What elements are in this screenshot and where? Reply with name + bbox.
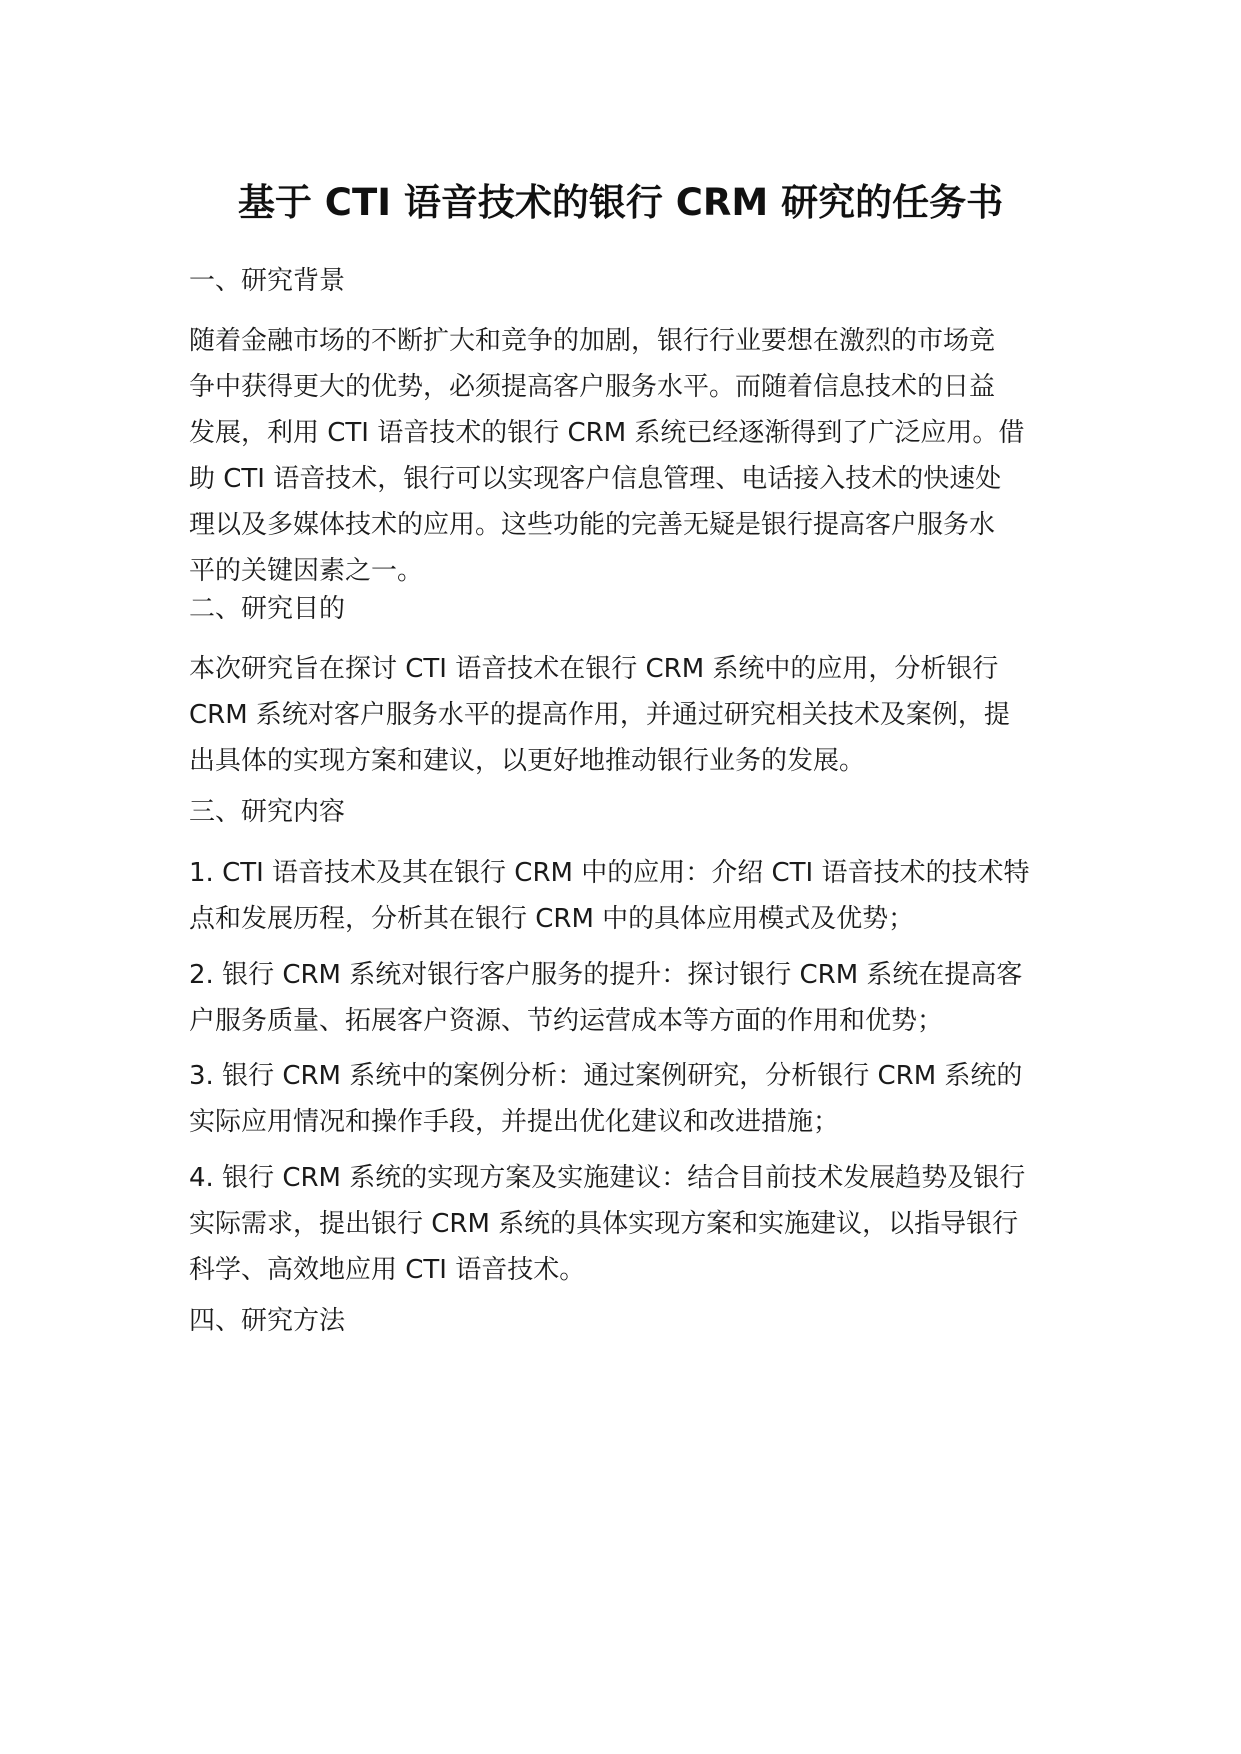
paragraph-line: 本次研究旨在探讨 CTI 语音技术在银行 CRM 系统中的应用，分析银行 — [189, 654, 999, 684]
section-heading-content: 三、研究内容 — [189, 797, 346, 827]
document-title: 基于 CTI 语音技术的银行 CRM 研究的任务书 — [237, 181, 1004, 224]
paragraph-line: 平的关键因素之一。 — [189, 556, 424, 586]
list-item-line: 科学、高效地应用 CTI 语音技术。 — [189, 1255, 586, 1285]
paragraph-background — [189, 318, 1059, 594]
list-item-line: 3. 银行 CRM 系统中的案例分析：通过案例研究，分析银行 CRM 系统的 — [189, 1061, 1023, 1091]
list-item-line: 实际需求，提出银行 CRM 系统的具体实现方案和实施建议，以指导银行 — [189, 1209, 1019, 1239]
list-item-3 — [189, 1053, 1059, 1145]
paragraph-line: 争中获得更大的优势，必须提高客户服务水平。而随着信息技术的日益 — [189, 372, 996, 402]
list-item-line: 实际应用情况和操作手段，并提出优化建议和改进措施； — [189, 1107, 840, 1137]
list-item-4 — [189, 1155, 1059, 1293]
list-item-line: 2. 银行 CRM 系统对银行客户服务的提升：探讨银行 CRM 系统在提高客 — [189, 960, 1023, 990]
paragraph-purpose — [189, 646, 1059, 784]
paragraph-line: 理以及多媒体技术的应用。这些功能的完善无疑是银行提高客户服务水 — [189, 510, 996, 540]
section-heading-background: 一、研究背景 — [189, 266, 346, 296]
list-item-1 — [189, 850, 1059, 942]
list-item-line: 户服务质量、拓展客户资源、节约运营成本等方面的作用和优势； — [189, 1006, 944, 1036]
list-item-2 — [189, 952, 1059, 1044]
list-item-line: 点和发展历程，分析其在银行 CRM 中的具体应用模式及优势； — [189, 904, 915, 934]
paragraph-line: 出具体的实现方案和建议，以更好地推动银行业务的发展。 — [189, 746, 866, 776]
section-heading-purpose: 二、研究目的 — [189, 594, 346, 624]
list-item-line: 1. CTI 语音技术及其在银行 CRM 中的应用：介绍 CTI 语音技术的技术特 — [189, 858, 1030, 888]
paragraph-line: 随着金融市场的不断扩大和竞争的加剧，银行行业要想在激烈的市场竞 — [189, 326, 996, 356]
paragraph-line: CRM 系统对客户服务水平的提高作用，并通过研究相关技术及案例，提 — [189, 700, 1010, 730]
list-item-line: 4. 银行 CRM 系统的实现方案及实施建议：结合目前技术发展趋势及银行 — [189, 1163, 1026, 1193]
paragraph-line: 发展，利用 CTI 语音技术的银行 CRM 系统已经逐渐得到了广泛应用。借 — [189, 418, 1025, 448]
paragraph-line: 助 CTI 语音技术，银行可以实现客户信息管理、电话接入技术的快速处 — [189, 464, 1002, 494]
section-heading-method: 四、研究方法 — [189, 1306, 346, 1336]
